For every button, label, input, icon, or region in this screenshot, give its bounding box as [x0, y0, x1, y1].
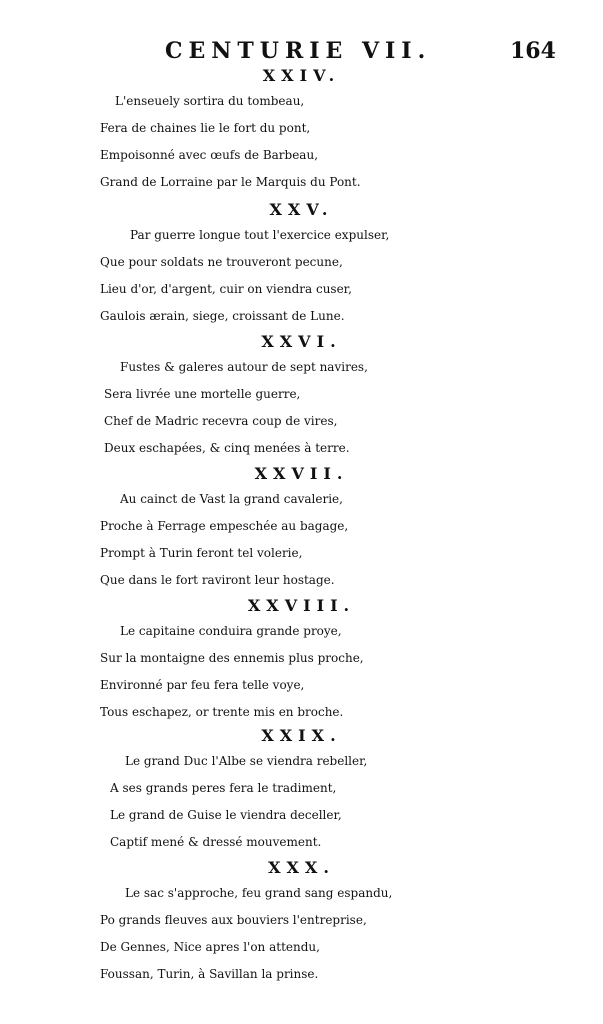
verse-line: De Gennes, Nice apres l'on attendu,: [100, 940, 320, 954]
verse-line: Chef de Madric recevra coup de vires,: [104, 414, 338, 428]
verse-line: Prompt à Turin feront tel volerie,: [100, 546, 303, 560]
quatrain-numeral: XXX.: [268, 858, 335, 877]
page-header: [0, 30, 603, 70]
verse-line: Captif mené & dressé mouvement.: [110, 835, 322, 849]
verse-line: Tous eschapez, or trente mis en broche.: [100, 705, 344, 719]
verse-line: Grand de Lorraine par le Marquis du Pont.: [100, 175, 361, 189]
quatrain-27: [0, 464, 603, 594]
running-title: CENTURIE VII.: [165, 38, 432, 64]
verse-line: Empoisonné avec œufs de Barbeau,: [100, 148, 319, 162]
page-number: 164: [510, 38, 556, 64]
quatrain-30: [0, 858, 603, 988]
verse-line: Le sac s'approche, feu grand sang espandu,: [125, 886, 393, 900]
quatrain-numeral: XXV.: [269, 200, 334, 219]
verse-line: Que dans le fort raviront leur hostage.: [100, 573, 335, 587]
verse-line: Par guerre longue tout l'exercice expulser,: [130, 228, 390, 242]
verse-line: Sera livrée une mortelle guerre,: [104, 387, 301, 401]
verse-line: A ses grands peres fera le tradiment,: [110, 781, 337, 795]
quatrain-26: [0, 332, 603, 462]
verse-line: Lieu d'or, d'argent, cuir on viendra cuser,: [100, 282, 352, 296]
verse-line: Gaulois ærain, siege, croissant de Lune.: [100, 309, 345, 323]
verse-line: Fera de chaines lie le fort du pont,: [100, 121, 311, 135]
verse-line: Au cainct de Vast la grand cavalerie,: [120, 492, 343, 506]
verse-line: Proche à Ferrage empeschée au bagage,: [100, 519, 349, 533]
quatrain-numeral: XXIV.: [262, 66, 341, 85]
verse-line: Po grands fleuves aux bouviers l'entreprise,: [100, 913, 367, 927]
verse-line: Le grand de Guise le viendra deceller,: [110, 808, 342, 822]
quatrain-25: [0, 200, 603, 330]
verse-line: Sur la montaigne des ennemis plus proche,: [100, 651, 364, 665]
quatrain-numeral: XXVIII.: [247, 596, 356, 615]
verse-line: Le capitaine conduira grande proye,: [120, 624, 342, 638]
quatrain-numeral: XXVI.: [261, 332, 342, 351]
verse-line: Fustes & galeres autour de sept navires,: [120, 360, 368, 374]
quatrain-28: [0, 596, 603, 726]
verse-line: Deux eschapées, & cinq menées à terre.: [104, 441, 350, 455]
quatrain-numeral: XXIX.: [261, 726, 342, 745]
verse-line: Le grand Duc l'Albe se viendra rebeller,: [125, 754, 368, 768]
quatrain-numeral: XXVII.: [254, 464, 349, 483]
verse-line: Que pour soldats ne trouveront pecune,: [100, 255, 343, 269]
quatrain-24: [0, 66, 603, 196]
verse-line: Environné par feu fera telle voye,: [100, 678, 305, 692]
verse-line: Foussan, Turin, à Savillan la prinse.: [100, 967, 319, 981]
verse-line: L'enseuely sortira du tombeau,: [115, 94, 305, 108]
quatrain-29: [0, 726, 603, 856]
